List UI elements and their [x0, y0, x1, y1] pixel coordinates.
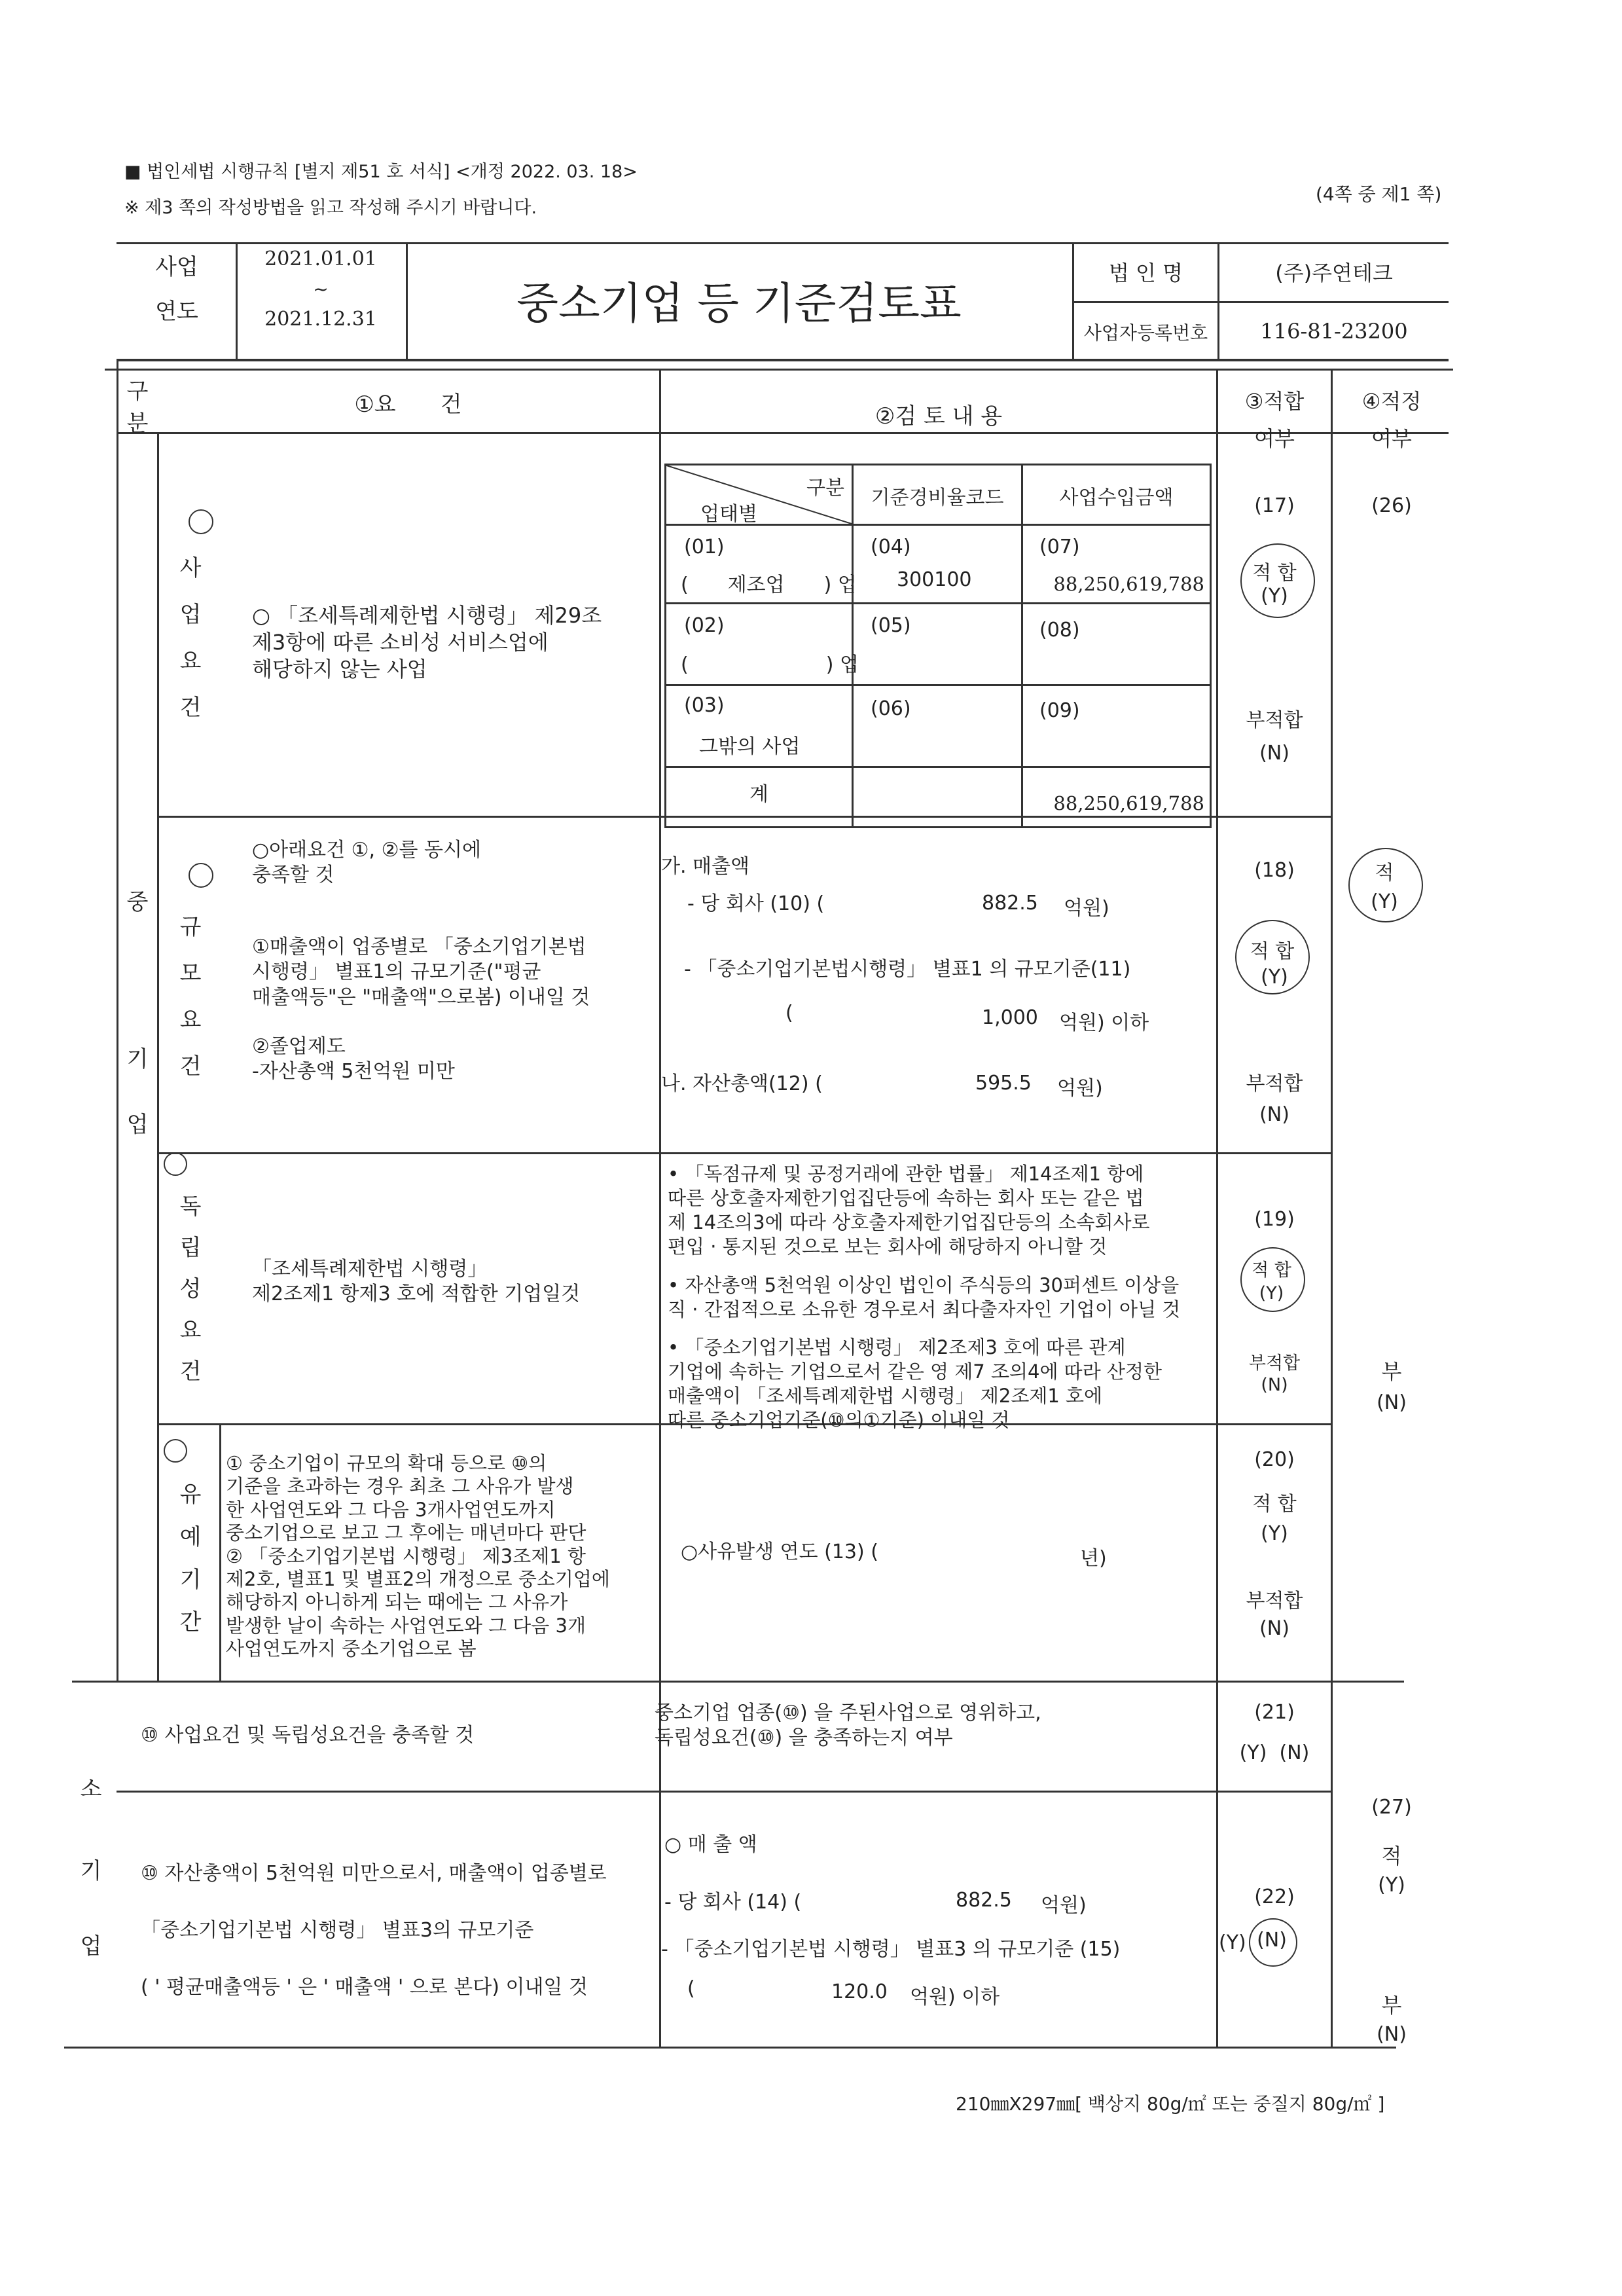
r101-label-1: 사: [179, 555, 202, 581]
r103-label-4: 요: [179, 1317, 202, 1343]
corp-name: (주)주연테크: [1275, 261, 1393, 285]
r102-asset-value: 595.5: [975, 1072, 1032, 1095]
period-start: 2021.01.01: [264, 247, 377, 270]
r101-proper-no: (26): [1371, 494, 1412, 517]
row2-biz: ( ) 업: [681, 653, 859, 676]
col-header-gubun: 구 분: [126, 378, 149, 437]
r106-company-label: - 당 회사 (14) (: [664, 1891, 802, 1914]
r102-company-label: - 당 회사 (10) (: [687, 892, 825, 915]
inner-head-type: 업태별: [700, 503, 757, 526]
r102-label-4: 건: [179, 1053, 202, 1080]
r104-label-4: 간: [179, 1609, 202, 1635]
r103-fit-yes: 적 합: [1252, 1260, 1291, 1281]
r102-label-1: 규: [179, 914, 202, 940]
r103-fit-yes-y: (Y): [1259, 1283, 1284, 1303]
period-label-1: 사업: [155, 254, 198, 280]
r104-label-1: 유: [179, 1482, 202, 1508]
corp-name-label: 법 인 명: [1108, 261, 1183, 285]
r102-std-label: - 「중소기업기본법시행령」 별표1 의 규모기준(11): [684, 958, 1131, 981]
page-title: 중소기업 등 기준검토표: [516, 278, 962, 329]
r103-proper-n: (N): [1377, 1391, 1407, 1414]
small-label-2: 기: [80, 1858, 102, 1884]
r104-label-2: 예: [179, 1524, 202, 1550]
r103-label-1: 독: [179, 1194, 202, 1220]
biz-reg-label: 사업자등록번호: [1083, 322, 1208, 344]
r106-std-value: 120.0: [831, 1980, 888, 2003]
period-label-2: 연도: [155, 299, 198, 325]
r106-std-label: - 「중소기업기본법 시행령」 별표3 의 규모기준 (15): [661, 1938, 1121, 1961]
r102-label: [158, 909, 223, 1080]
r101-fit-no-label: 부적합: [1246, 709, 1303, 732]
r106-sales-title: ○ 매 출 액: [664, 1833, 757, 1856]
row3-n3: (09): [1039, 699, 1080, 722]
r101-label-4: 건: [179, 695, 202, 721]
r103-fit-no-n: (N): [1261, 1375, 1288, 1395]
r104-requirement: ① 중소기업이 규모의 확대 등으로 ⑩의 기준을 초과하는 경우 최초 그 사유가 발생 한 사업연도와 그 다음 3개사업연도까지 중소기업으로 보고 그 후에는 매년마다 판단 ② 「중소기업기본법 시행령」 제3조제1 항 제2호, 별표1 및 별표2의 개정으로 중소기업에 해당하지 아니하게 되는 때에는 그 사유가 발생한 날이 속하는 사업연도와 그 다음 3개 사업연도까지 중소기업으로 봄: [226, 1452, 610, 1660]
r101-fit-yes: 적 합: [1252, 562, 1297, 585]
r102-proper-y: (Y): [1371, 890, 1398, 913]
item-number-104: [164, 1439, 187, 1463]
r102-label-3: 요: [179, 1007, 202, 1033]
r102-fit-no-n: (N): [1259, 1103, 1289, 1126]
r103-bullet-2: • 자산총액 5천억원 이상인 법인이 주식등의 30퍼센트 이상을 직 · 간접적으로 소유한 경우로서 최다출자자인 기업이 아닐 것: [668, 1274, 1181, 1321]
r106-fit-y: (Y): [1219, 1931, 1246, 1954]
r102-proper: 적: [1375, 862, 1394, 884]
r101-requirement: ○ 「조세특례제한법 시행령」 제29조 제3항에 따른 소비성 서비스업에 해당하지 않는 사업: [252, 603, 602, 682]
r102-cond1: ①매출액이 업종별로 「중소기업기본법 시행령」 별표1의 규모기준("평균 매출액등"은 "매출액"으로봄) 이내일 것: [252, 936, 590, 1009]
row2-n3: (08): [1039, 619, 1080, 642]
r106-fit-n: (N): [1257, 1929, 1287, 1952]
paper-spec-footer: 210㎜X297㎜[ 백상지 80g/㎡ 또는 중질지 80g/㎡ ]: [956, 2093, 1385, 2115]
row1-n3: (07): [1039, 536, 1080, 558]
regulation-line: ■ 법인세법 시행규칙 [별지 제51 호 서식] <개정 2022. 03. 18>: [124, 162, 638, 182]
r104-fit-yes: 적 합: [1252, 1493, 1297, 1516]
r103-proper: 부: [1381, 1359, 1402, 1384]
item-number-103: [164, 1152, 187, 1176]
instruction-note: ※ 제3 쪽의 작성방법을 읽고 작성해 주시기 바랍니다.: [124, 198, 537, 218]
r101-label-2: 업: [179, 602, 202, 628]
item-number-101: [189, 509, 213, 534]
row1-biz: ( 제조업 ) 업: [681, 574, 857, 596]
r104-fit-no-n: (N): [1259, 1617, 1289, 1640]
inner-head-gubun: 구분: [806, 477, 844, 500]
total-label: 계: [749, 783, 768, 806]
biz-reg-no: 116-81-23200: [1260, 319, 1408, 344]
r102-fit-no-label: 부적합: [1246, 1072, 1303, 1095]
r102-cond2: ②졸업제도 -자산총액 5천억원 미만: [252, 1035, 455, 1084]
col-header-fit: ③적합: [1244, 389, 1305, 414]
r106-company-unit: 억원): [1041, 1894, 1087, 1917]
r102-fit-yes-y: (Y): [1261, 966, 1288, 989]
inner-head-code: 기준경비율코드: [871, 486, 1004, 509]
r103-fit-no-label: 부적합: [1248, 1353, 1301, 1374]
r102-sales-title: 가. 매출액: [661, 855, 749, 878]
r104-review-unit: 년): [1080, 1547, 1107, 1570]
r104-fit-yes-y: (Y): [1261, 1522, 1288, 1545]
r101-fit-no: (17): [1254, 494, 1295, 517]
page-indicator: (4쪽 중 제1 쪽): [1316, 183, 1442, 205]
row2-n2: (05): [871, 614, 911, 637]
r106-proper-no: (27): [1371, 1796, 1412, 1819]
item-number-102: [189, 863, 213, 888]
r104-review: ○사유발생 연도 (13) (: [681, 1540, 878, 1563]
sme-label-3: 업: [126, 1112, 149, 1138]
sme-label-1: 중: [126, 889, 149, 915]
r103-bullet-1: • 「독점규제 및 공정거래에 관한 법률」 제14조제1 항에 따른 상호출자제한기업집단등에 속하는 회사 또는 같은 법 제 14조의3에 따라 상호출자제한기업집단등의 소속회사로 편입 · 통지된 것으로 보는 회사에 해당하지 아니할 것: [668, 1163, 1150, 1258]
r102-cond: ○아래요건 ①, ②를 동시에 충족할 것: [252, 839, 481, 887]
r104-label: [158, 1476, 223, 1636]
r106-company-value: 882.5: [956, 1889, 1012, 1912]
row1-code: 300100: [897, 568, 972, 591]
total-amount: 88,250,619,788: [1053, 792, 1204, 814]
r106-requirement: ⑩ 자산총액이 5천억원 미만으로서, 매출액이 업종별로 「중소기업기본법 시행령」 별표3의 규모기준 ( ' 평균매출액등 ' 은 ' 매출액 ' 으로 본다) 이내일 것: [141, 1862, 607, 1999]
row1-n1: (01): [684, 536, 725, 558]
r103-label-3: 성: [179, 1276, 202, 1302]
r102-std-value: 1,000: [982, 1006, 1038, 1029]
col-header-proper: ④적정: [1361, 389, 1422, 414]
r105-fit-yn: (Y) (N): [1239, 1741, 1310, 1764]
r102-label-2: 모: [179, 960, 202, 987]
r106-std-open: (: [687, 1977, 695, 2000]
r104-fit-no: (20): [1254, 1448, 1295, 1471]
r105-review: 중소기업 업종(⑩) 을 주된사업으로 영위하고, 독립성요건(⑩) 을 충족하는지 여부: [655, 1702, 1041, 1750]
row3-n1: (03): [684, 694, 725, 717]
r105-requirement: ⑩ 사업요건 및 독립성요건을 충족할 것: [141, 1724, 475, 1747]
row2-n1: (02): [684, 614, 725, 637]
row1-amount: 88,250,619,788: [1053, 573, 1204, 595]
r106-fit-no: (22): [1254, 1886, 1295, 1908]
r106-proper-y: (Y): [1378, 1874, 1405, 1897]
r103-label-2: 립: [179, 1235, 202, 1261]
small-label-3: 업: [80, 1933, 102, 1959]
r106-std-unit: 억원) 이하: [910, 1986, 1000, 2009]
r103-requirement: 「조세특례제한법 시행령」 제2조제1 항제3 호에 적합한 기업일것: [252, 1258, 581, 1306]
r106-proper-neg: 부: [1381, 1993, 1402, 2018]
col-header-proper-2: 여부: [1371, 426, 1412, 451]
sme-label-2: 기: [126, 1046, 149, 1072]
row3-n2: (06): [871, 697, 911, 720]
r101-label: [158, 550, 223, 721]
col-header-review: ②검 토 내 용: [874, 403, 1003, 429]
r102-asset-label: 나. 자산총액(12) (: [661, 1072, 823, 1095]
r102-std-open: (: [785, 1002, 793, 1025]
inner-head-revenue: 사업수입금액: [1059, 486, 1174, 509]
r101-fit-yes-y: (Y): [1261, 585, 1288, 608]
r106-proper: 적: [1381, 1844, 1402, 1868]
r103-bullet-3: • 「중소기업기본법 시행령」 제2조제3 호에 따른 관계 기업에 속하는 기업으로서 같은 영 제7 조의4에 따라 산정한 매출액이 「조세특례제한법 시행령」 제2조제1 호에 따른 중소기업기준(⑩의①기준) 이내일 것: [668, 1336, 1162, 1432]
r103-label: [158, 1188, 223, 1385]
r104-label-3: 기: [179, 1567, 202, 1593]
row3-biz: 그밖의 사업: [699, 735, 801, 758]
col-header-requirements: ①요 건: [354, 392, 462, 418]
r101-fit-no-n: (N): [1259, 742, 1289, 765]
col-header-fit-2: 여부: [1254, 426, 1295, 451]
r105-fit-no: (21): [1254, 1701, 1295, 1724]
r102-std-unit: 억원) 이하: [1059, 1011, 1149, 1034]
r101-label-3: 요: [179, 648, 202, 674]
row1-n2: (04): [871, 536, 911, 558]
r102-fit-no: (18): [1254, 859, 1295, 882]
r103-fit-no: (19): [1254, 1208, 1295, 1231]
r102-company-value: 882.5: [982, 892, 1038, 915]
r103-label-5: 건: [179, 1358, 202, 1385]
r102-fit-yes: 적 합: [1250, 940, 1295, 963]
small-label-1: 소: [80, 1776, 102, 1802]
r104-fit-no-label: 부적합: [1246, 1590, 1303, 1613]
r102-company-unit: 억원): [1064, 897, 1109, 920]
r106-proper-n: (N): [1377, 2023, 1407, 2046]
r102-asset-unit: 억원): [1057, 1077, 1103, 1100]
period-tilde: ~: [313, 278, 329, 300]
period-end: 2021.12.31: [264, 308, 377, 331]
